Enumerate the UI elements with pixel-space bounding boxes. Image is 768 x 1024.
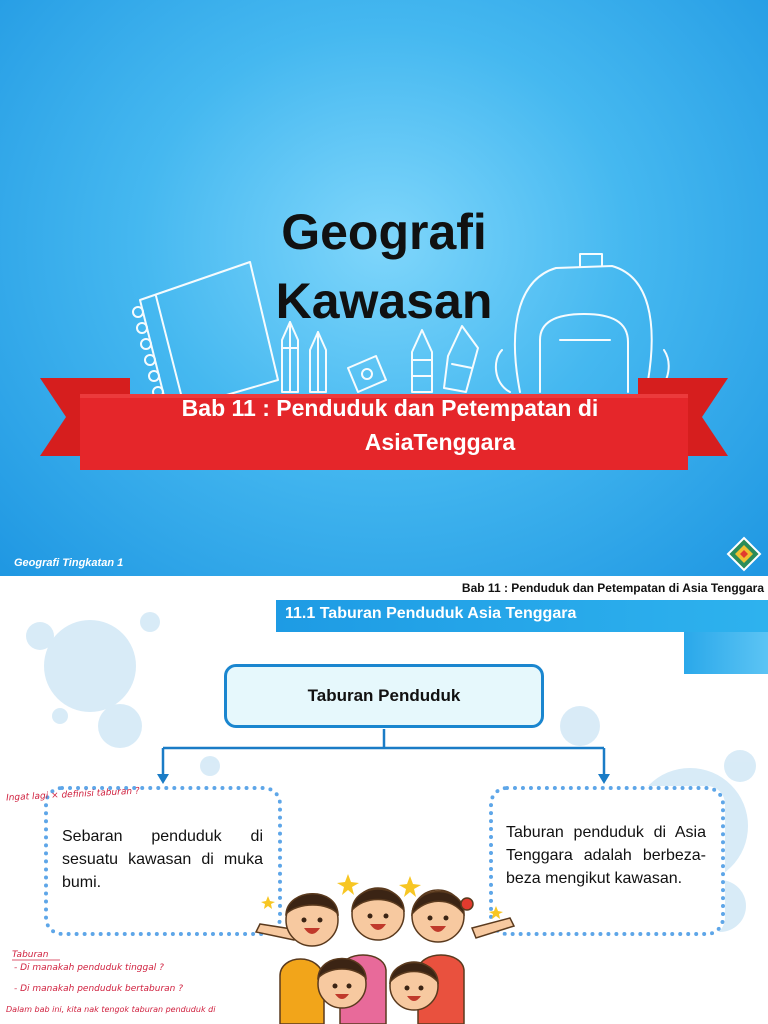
main-node-label: Taburan Penduduk <box>307 686 461 705</box>
red-ribbon-banner <box>40 378 728 470</box>
handwritten-note: Dalam bab ini, kita nak tengok taburan penduduk di <box>6 1005 216 1014</box>
chapter-header: Bab 11 : Penduduk dan Petempatan di Asia Tenggara <box>461 581 764 595</box>
definition-text-left: Sebaran penduduk di sesuatu kawasan di muka bumi. <box>62 828 263 891</box>
ribbon-text-line-1: Bab 11 : Penduduk dan Petempatan di <box>181 395 599 421</box>
title-line-2: Kawasan <box>275 273 493 329</box>
handwritten-note: Taburan <box>12 950 49 960</box>
main-node-taburan-penduduk <box>224 664 544 728</box>
title-line-1: Geografi <box>281 204 487 260</box>
handwritten-note: Ingat lagi × definisi taburan ? <box>5 786 140 804</box>
ribbon-text-line-2: AsiaTenggara <box>364 429 516 455</box>
handwritten-note: - Di manakah penduduk bertaburan ? <box>14 984 184 994</box>
section-heading: 11.1 Taburan Penduduk Asia Tenggara <box>285 605 577 622</box>
section-heading-accent <box>684 632 768 674</box>
publisher-logo-icon <box>724 536 764 572</box>
handwritten-note: - Di manakah penduduk tinggal ? <box>14 963 164 973</box>
diagram-connector-lines <box>163 729 604 776</box>
footer-subject: Geografi Tingkatan 1 <box>14 557 124 569</box>
content-slide <box>0 576 768 1024</box>
definition-text-right: Taburan penduduk di Asia Tenggara adalah berbeza-beza mengikut kawasan. <box>506 824 706 887</box>
children-illustration <box>250 866 520 1024</box>
